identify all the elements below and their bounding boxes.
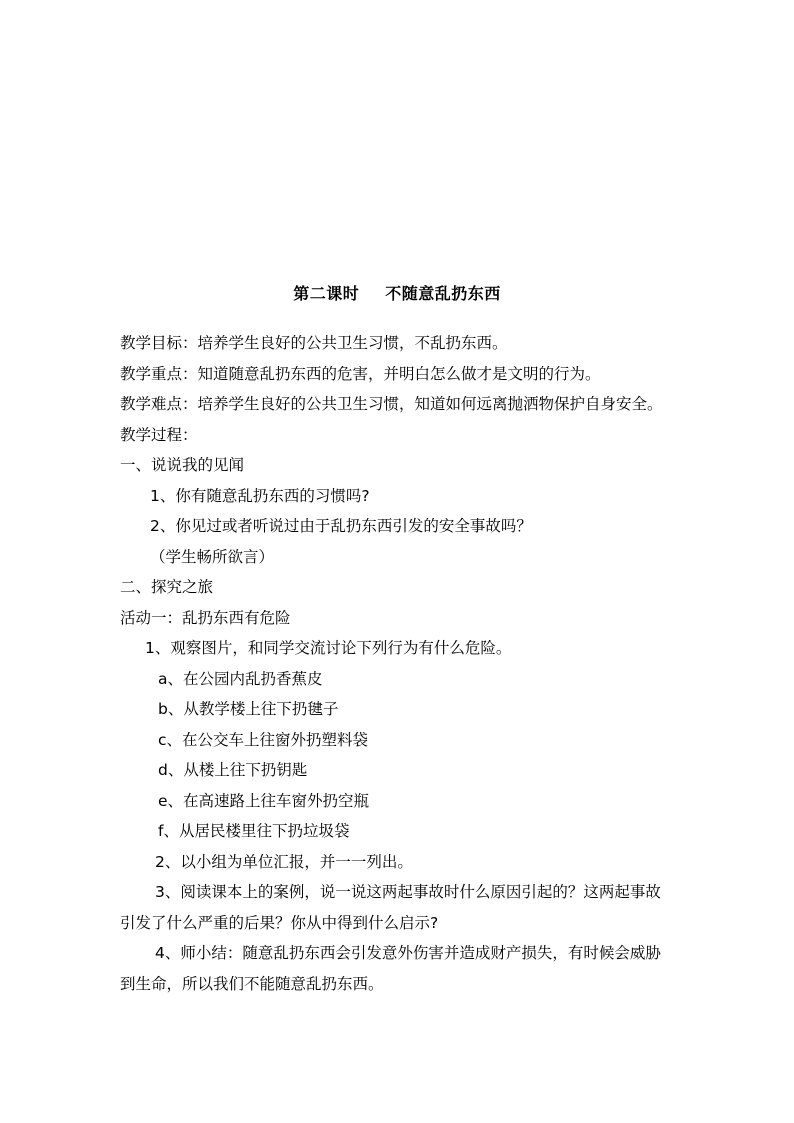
teaching-difficulty: 教学难点：培养学生良好的公共卫生习惯，知道如何远离抛洒物保护自身安全。 <box>120 395 663 413</box>
teaching-process-heading: 教学过程： <box>120 425 198 444</box>
list-item: b、从教学楼上往下扔毽子 <box>158 700 339 718</box>
lesson-topic: 不随意乱扔东西 <box>385 284 501 303</box>
teaching-goal: 教学目标：培养学生良好的公共卫生习惯，不乱扔东西。 <box>120 334 508 352</box>
list-item: e、在高速路上往车窗外扔空瓶 <box>158 791 370 810</box>
student-note: （学生畅所欲言） <box>150 547 275 566</box>
numbered-question: 1、你有随意乱扔东西的习惯吗? <box>150 486 370 505</box>
list-item: a、在公园内乱扔香蕉皮 <box>158 669 323 688</box>
activity-step-continuation: 引发了什么严重的后果？你从中得到什么启示? <box>120 913 439 932</box>
section-heading: 一、说说我的见闻 <box>120 456 245 474</box>
teacher-summary: 4、师小结：随意乱扔东西会引发意外伤害并造成财产损失，有时候会威胁 <box>155 944 661 962</box>
teacher-summary-continuation: 到生命，所以我们不能随意乱扔东西。 <box>120 974 384 993</box>
lesson-title <box>0 283 794 305</box>
numbered-question: 2、你见过或者听说过由于乱扔东西引发的安全事故吗？ <box>150 517 532 535</box>
list-item: c、在公交车上往窗外扔塑料袋 <box>158 730 369 749</box>
section-heading: 二、探究之旅 <box>120 578 214 596</box>
list-item: d、从楼上往下扔钥匙 <box>158 761 308 779</box>
list-item: f、从居民楼里往下扔垃圾袋 <box>158 822 350 840</box>
teaching-focus: 教学重点：知道随意乱扔东西的危害，并明白怎么做才是文明的行为。 <box>120 364 601 383</box>
lesson-number: 第二课时 <box>293 284 360 303</box>
activity-step: 1、观察图片，和同学交流讨论下列行为有什么危险。 <box>145 639 512 657</box>
activity-heading: 活动一：乱扔东西有危险 <box>120 608 291 627</box>
activity-step: 3、阅读课本上的案例，说一说这两起事故时什么原因引起的？这两起事故 <box>155 883 661 901</box>
lesson-body <box>0 332 794 1003</box>
activity-step: 2、以小组为单位汇报，并一一列出。 <box>155 852 413 871</box>
